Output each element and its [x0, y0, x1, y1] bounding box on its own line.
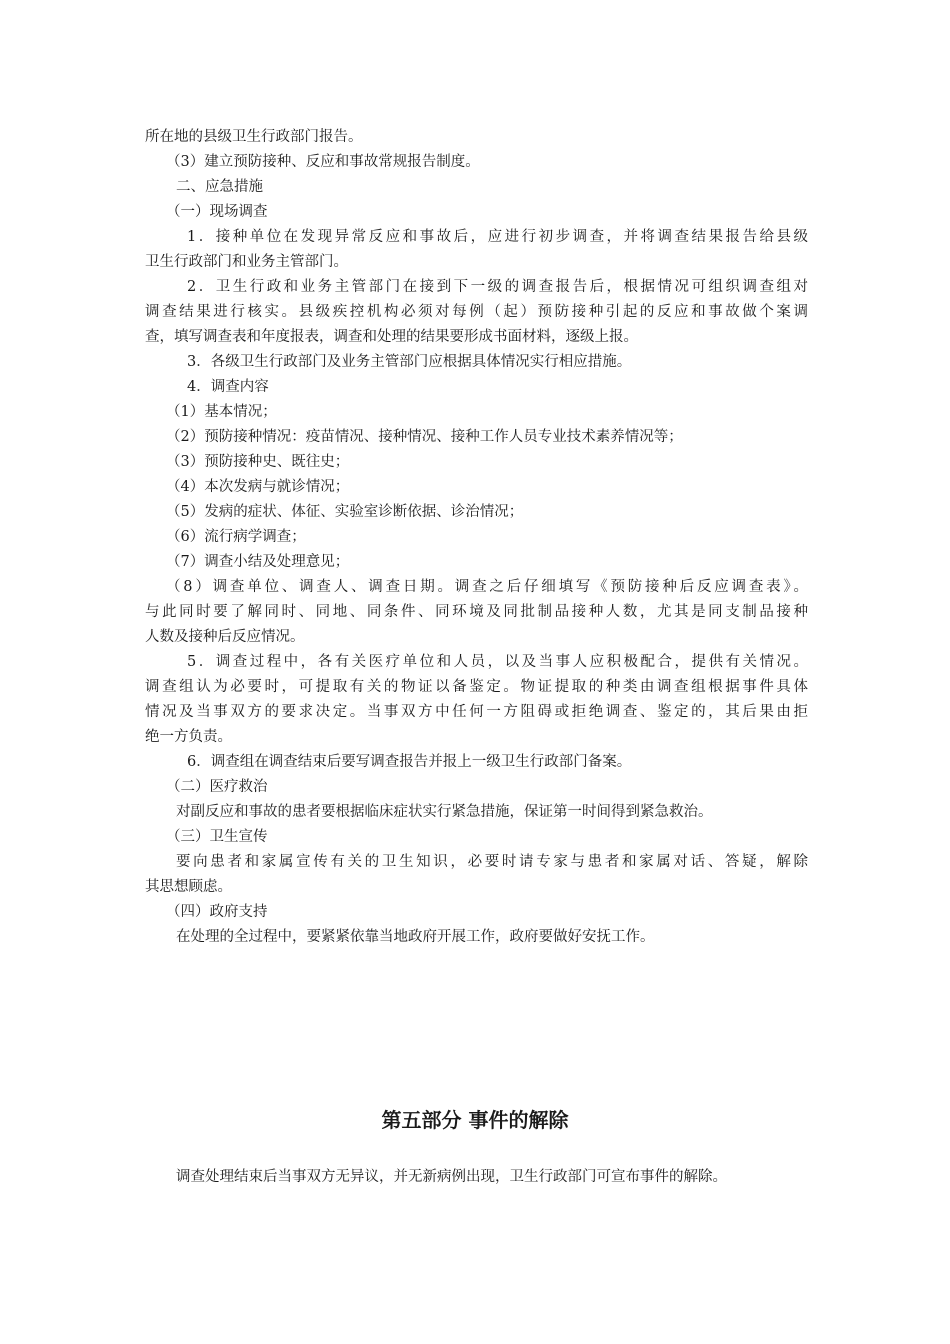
- text-line: 调查结果进行核实。县级疾控机构必须对每例（起）预防接种引起的反应和事故做个案调: [145, 304, 808, 320]
- text-line: 调查组认为必要时，可提取有关的物证以备鉴定。物证提取的种类由调查组根据事件具体: [145, 679, 808, 695]
- text-line: 6．调查组在调查结束后要写调查报告并报上一级卫生行政部门备案。: [187, 754, 632, 770]
- list-item: （7）调查小结及处理意见；: [166, 554, 350, 570]
- subsection-heading: （二）医疗救治: [166, 779, 268, 795]
- text-line: 情况及当事双方的要求决定。当事双方中任何一方阻碍或拒绝调查、鉴定的，其后果由拒: [145, 704, 808, 720]
- list-item: （1）基本情况；: [166, 404, 277, 420]
- subsection-heading: （一）现场调查: [166, 204, 268, 220]
- text-line: 3．各级卫生行政部门及业务主管部门应根据具体情况实行相应措施。: [187, 354, 632, 370]
- text-line: 绝一方负责。: [145, 729, 232, 745]
- list-item: （4）本次发病与就诊情况；: [166, 479, 350, 495]
- subsection-heading: （四）政府支持: [166, 904, 268, 920]
- text-line: 在处理的全过程中，要紧紧依靠当地政府开展工作，政府要做好安抚工作。: [176, 929, 655, 945]
- list-item: （3）预防接种史、既往史；: [166, 454, 350, 470]
- section-paragraph: 调查处理结束后当事双方无异议，并无新病例出现，卫生行政部门可宣布事件的解除。: [176, 1169, 727, 1185]
- text-line: 要向患者和家属宣传有关的卫生知识，必要时请专家与患者和家属对话、答疑，解除: [176, 854, 808, 870]
- list-item: （6）流行病学调查；: [166, 529, 306, 545]
- subsection-heading: （三）卫生宣传: [166, 829, 268, 845]
- text-line: 人数及接种后反应情况。: [145, 629, 305, 645]
- text-line: 查，填写调查表和年度报表，调查和处理的结果要形成书面材料，逐级上报。: [145, 329, 638, 345]
- section-heading: 二、应急措施: [176, 179, 263, 195]
- section-title: 第五部分 事件的解除: [381, 1108, 569, 1132]
- text-line: 1．接种单位在发现异常反应和事故后，应进行初步调查，并将调查结果报告给县级: [187, 229, 808, 245]
- text-line: 4．调查内容: [187, 379, 269, 395]
- text-line: 所在地的县级卫生行政部门报告。: [145, 129, 363, 145]
- list-item: （8）调查单位、调查人、调查日期。调查之后仔细填写《预防接种后反应调查表》。: [166, 579, 808, 595]
- text-line: 对副反应和事故的患者要根据临床症状实行紧急措施，保证第一时间得到紧急救治。: [176, 804, 713, 820]
- text-line: 5．调查过程中，各有关医疗单位和人员，以及当事人应积极配合，提供有关情况。: [187, 654, 808, 670]
- text-line: 与此同时要了解同时、同地、同条件、同环境及同批制品接种人数，尤其是同支制品接种: [145, 604, 808, 620]
- text-line: 其思想顾虑。: [145, 879, 232, 895]
- list-item: （5）发病的症状、体征、实验室诊断依据、诊治情况；: [166, 504, 524, 520]
- text-line: 卫生行政部门和业务主管部门。: [145, 254, 348, 270]
- text-line: （3）建立预防接种、反应和事故常规报告制度。: [166, 154, 480, 170]
- list-item: （2）预防接种情况：疫苗情况、接种情况、接种工作人员专业技术素养情况等；: [166, 429, 683, 445]
- text-line: 2．卫生行政和业务主管部门在接到下一级的调查报告后，根据情况可组织调查组对: [187, 279, 808, 295]
